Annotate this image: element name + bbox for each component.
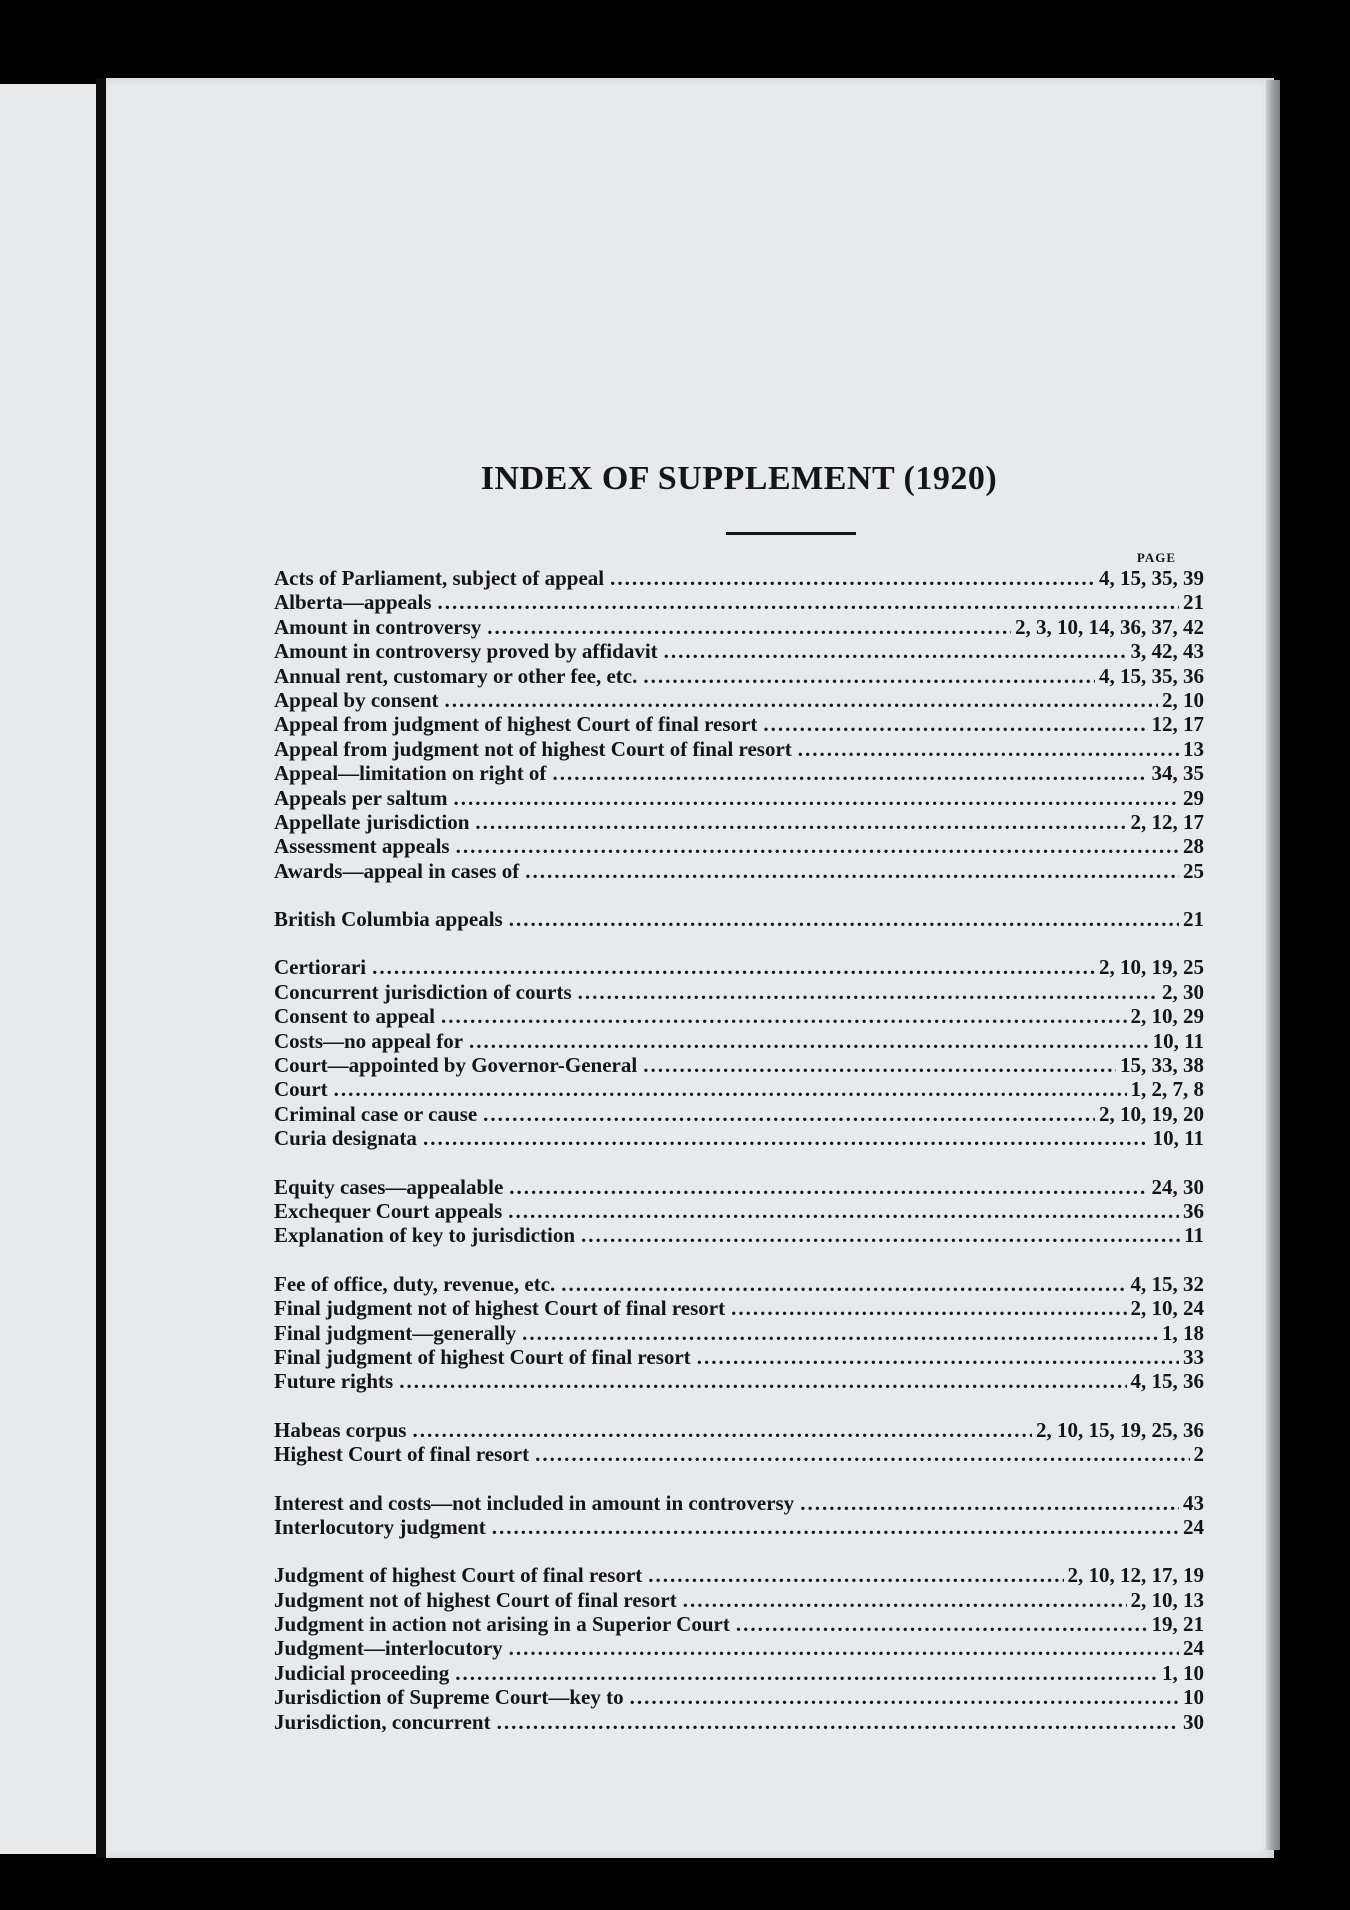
group-spacer [274, 1467, 1204, 1491]
index-pages: 2 [1193, 1442, 1204, 1467]
index-entry [274, 1029, 1204, 1053]
dot-leader [643, 664, 1095, 689]
index-entry [274, 590, 1204, 614]
index-pages: 10, 11 [1152, 1028, 1204, 1053]
index-entry [274, 737, 1204, 761]
group-spacer [274, 883, 1204, 907]
index-entry [274, 566, 1204, 590]
index-pages: 33 [1183, 1344, 1204, 1369]
dot-leader [399, 1369, 1126, 1394]
index-term: Court [274, 1077, 328, 1102]
dot-leader [800, 1491, 1179, 1516]
index-entry [274, 639, 1204, 663]
index-entry [274, 1223, 1204, 1247]
dot-leader [469, 1029, 1149, 1054]
index-term: Exchequer Court appeals [274, 1198, 503, 1223]
dot-leader [497, 1710, 1179, 1735]
index-entry [274, 834, 1204, 858]
index-term: Appeal by consent [274, 687, 439, 712]
index-pages: 2, 12, 17 [1130, 809, 1204, 834]
dot-leader [441, 1004, 1126, 1029]
index-term: British Columbia appeals [274, 907, 503, 932]
index-entry [274, 1126, 1204, 1150]
index-term: Judgment in action not arising in a Superior Court [274, 1612, 730, 1637]
dot-leader [578, 980, 1158, 1005]
index-pages: 21 [1183, 907, 1204, 932]
index-term: Court—appointed by Governor-General [274, 1053, 638, 1078]
index-term: Assessment appeals [274, 834, 450, 859]
index-term: Criminal case or cause [274, 1101, 478, 1126]
document-page [106, 78, 1274, 1858]
index-term: Judicial proceeding [274, 1660, 450, 1685]
dot-leader [455, 1661, 1158, 1686]
index-pages: 25 [1183, 858, 1204, 883]
index-pages: 11 [1184, 1223, 1204, 1248]
index-entry [274, 1175, 1204, 1199]
index-pages: 30 [1183, 1709, 1204, 1734]
index-pages: 19, 21 [1151, 1612, 1204, 1637]
index-entry [274, 1515, 1204, 1539]
dot-leader [475, 810, 1126, 835]
index-entry [274, 761, 1204, 785]
index-pages: 2, 10, 12, 17, 19 [1067, 1563, 1204, 1588]
index-entry [274, 907, 1204, 931]
group-spacer [274, 1248, 1204, 1272]
index-pages: 1, 2, 7, 8 [1130, 1077, 1204, 1102]
page-stack-edge [1266, 80, 1280, 1850]
index-entry [274, 1418, 1204, 1442]
dot-leader [552, 761, 1147, 786]
index-pages: 1, 10 [1162, 1660, 1204, 1685]
title-rule [726, 532, 856, 535]
index-entry [274, 1491, 1204, 1515]
index-pages: 2, 30 [1162, 979, 1204, 1004]
index-entry [274, 1321, 1204, 1345]
index-pages: 10 [1183, 1685, 1204, 1710]
index-pages: 1, 18 [1162, 1320, 1204, 1345]
dot-leader [445, 688, 1158, 713]
index-pages: 29 [1183, 785, 1204, 810]
dot-leader [483, 1102, 1095, 1127]
index-term: Curia designata [274, 1126, 417, 1151]
dot-leader [535, 1442, 1189, 1467]
index-pages: 24, 30 [1151, 1174, 1204, 1199]
index-term: Awards—appeal in cases of [274, 858, 520, 883]
index-term: Alberta—appeals [274, 590, 432, 615]
index-entry [274, 1636, 1204, 1660]
dot-leader [581, 1223, 1180, 1248]
index-term: Habeas corpus [274, 1417, 407, 1442]
dot-leader [487, 615, 1011, 640]
dot-leader [509, 1175, 1147, 1200]
index-entry [274, 1199, 1204, 1223]
index-pages: 12, 17 [1151, 712, 1204, 737]
index-term: Future rights [274, 1369, 394, 1394]
index-entry [274, 955, 1204, 979]
facing-page-edge [0, 84, 96, 1854]
index-entry [274, 810, 1204, 834]
index-term: Interest and costs—not included in amount in controversy [274, 1490, 795, 1515]
dot-leader [334, 1077, 1127, 1102]
group-spacer [274, 1539, 1204, 1563]
index-pages: 15, 33, 38 [1120, 1053, 1204, 1078]
dot-leader [509, 907, 1179, 932]
index-term: Judgment—interlocutory [274, 1636, 503, 1661]
index-term: Appeal—limitation on right of [274, 761, 547, 786]
index-pages: 36 [1183, 1198, 1204, 1223]
index-pages: 24 [1183, 1636, 1204, 1661]
index-term: Final judgment of highest Court of final resort [274, 1344, 691, 1369]
index-pages: 34, 35 [1151, 761, 1204, 786]
index-pages: 2, 10, 19, 25 [1099, 955, 1204, 980]
index-pages: 43 [1183, 1490, 1204, 1515]
index-entry [274, 1685, 1204, 1709]
index-term: Amount in controversy [274, 614, 482, 639]
index-term: Certiorari [274, 955, 367, 980]
index-term: Explanation of key to jurisdiction [274, 1223, 576, 1248]
index-entry [274, 1077, 1204, 1101]
index-pages: 28 [1183, 834, 1204, 859]
index-pages: 21 [1183, 590, 1204, 615]
index-entry [274, 712, 1204, 736]
index-entry [274, 615, 1204, 639]
index-entry [274, 688, 1204, 712]
index-term: Interlocutory judgment [274, 1514, 486, 1539]
page-column-label: PAGE [1136, 550, 1176, 565]
dot-leader [372, 955, 1095, 980]
dot-leader [763, 712, 1147, 737]
index-pages: 2, 10, 19, 20 [1099, 1101, 1204, 1126]
index-term: Jurisdiction, concurrent [274, 1709, 491, 1734]
index-pages: 4, 15, 35, 39 [1099, 566, 1204, 590]
index-pages: 4, 15, 36 [1130, 1369, 1204, 1394]
index-pages: 2, 10, 24 [1130, 1296, 1204, 1321]
dot-leader [697, 1345, 1179, 1370]
dot-leader [731, 1296, 1126, 1321]
index-entry [274, 786, 1204, 810]
index-entries [274, 566, 1204, 1734]
book-spine [96, 78, 106, 1858]
dot-leader [683, 1588, 1127, 1613]
dot-leader [630, 1685, 1179, 1710]
index-entry [274, 1004, 1204, 1028]
dot-leader [648, 1563, 1063, 1588]
dot-leader [438, 590, 1180, 615]
index-pages: 4, 15, 35, 36 [1099, 663, 1204, 688]
index-entry [274, 1612, 1204, 1636]
index-term: Final judgment not of highest Court of final resort [274, 1296, 726, 1321]
group-spacer [274, 1394, 1204, 1418]
index-pages: 10, 11 [1152, 1126, 1204, 1151]
dot-leader [643, 1053, 1116, 1078]
index-term: Judgment of highest Court of final resort [274, 1563, 643, 1588]
index-term: Concurrent jurisdiction of courts [274, 979, 572, 1004]
index-entry [274, 980, 1204, 1004]
dot-leader [412, 1418, 1032, 1443]
index-entry [274, 1345, 1204, 1369]
index-term: Annual rent, customary or other fee, etc. [274, 663, 638, 688]
index-term: Equity cases—appealable [274, 1174, 504, 1199]
group-spacer [274, 1151, 1204, 1175]
index-entry [274, 664, 1204, 688]
index-entry [274, 1053, 1204, 1077]
index-term: Judgment not of highest Court of final resort [274, 1587, 677, 1612]
index-pages: 2, 10, 13 [1130, 1587, 1204, 1612]
index-entry [274, 859, 1204, 883]
index-pages: 3, 42, 43 [1130, 639, 1204, 664]
index-term: Consent to appeal [274, 1004, 436, 1029]
index-pages: 4, 15, 32 [1130, 1271, 1204, 1296]
index-entry [274, 1588, 1204, 1612]
index-term: Costs—no appeal for [274, 1028, 464, 1053]
index-term: Appeals per saltum [274, 785, 448, 810]
index-entry [274, 1563, 1204, 1587]
dot-leader [456, 834, 1179, 859]
dot-leader [522, 1321, 1158, 1346]
index-entry [274, 1272, 1204, 1296]
index-term: Final judgment—generally [274, 1320, 517, 1345]
index-term: Appellate jurisdiction [274, 809, 470, 834]
dot-leader [453, 786, 1179, 811]
index-entry [274, 1661, 1204, 1685]
dot-leader [509, 1636, 1179, 1661]
index-pages: 2, 10, 29 [1130, 1004, 1204, 1029]
dot-leader [492, 1515, 1179, 1540]
index-term: Fee of office, duty, revenue, etc. [274, 1271, 556, 1296]
index-pages: 24 [1183, 1514, 1204, 1539]
dot-leader [561, 1272, 1126, 1297]
index-term: Appeal from judgment not of highest Court of final resort [274, 736, 792, 761]
index-pages: 2, 3, 10, 14, 36, 37, 42 [1015, 614, 1204, 639]
dot-leader [798, 737, 1179, 762]
page-title: INDEX OF SUPPLEMENT (1920) [480, 460, 998, 497]
index-term: Highest Court of final resort [274, 1442, 530, 1467]
dot-leader [423, 1126, 1149, 1151]
dot-leader [664, 639, 1127, 664]
group-spacer [274, 931, 1204, 955]
index-entry [274, 1442, 1204, 1466]
index-term: Jurisdiction of Supreme Court—key to [274, 1685, 624, 1710]
dot-leader [525, 859, 1179, 884]
index-pages: 2, 10 [1162, 687, 1204, 712]
index-term: Acts of Parliament, subject of appeal [274, 566, 605, 590]
dot-leader [610, 566, 1095, 591]
index-pages: 2, 10, 15, 19, 25, 36 [1036, 1417, 1204, 1442]
index-entry [274, 1710, 1204, 1734]
index-term: Appeal from judgment of highest Court of final resort [274, 712, 758, 737]
index-term: Amount in controversy proved by affidavit [274, 639, 658, 664]
index-entry [274, 1102, 1204, 1126]
index-entry [274, 1296, 1204, 1320]
dot-leader [508, 1199, 1179, 1224]
dot-leader [736, 1612, 1148, 1637]
index-pages: 13 [1183, 736, 1204, 761]
index-entry [274, 1369, 1204, 1393]
